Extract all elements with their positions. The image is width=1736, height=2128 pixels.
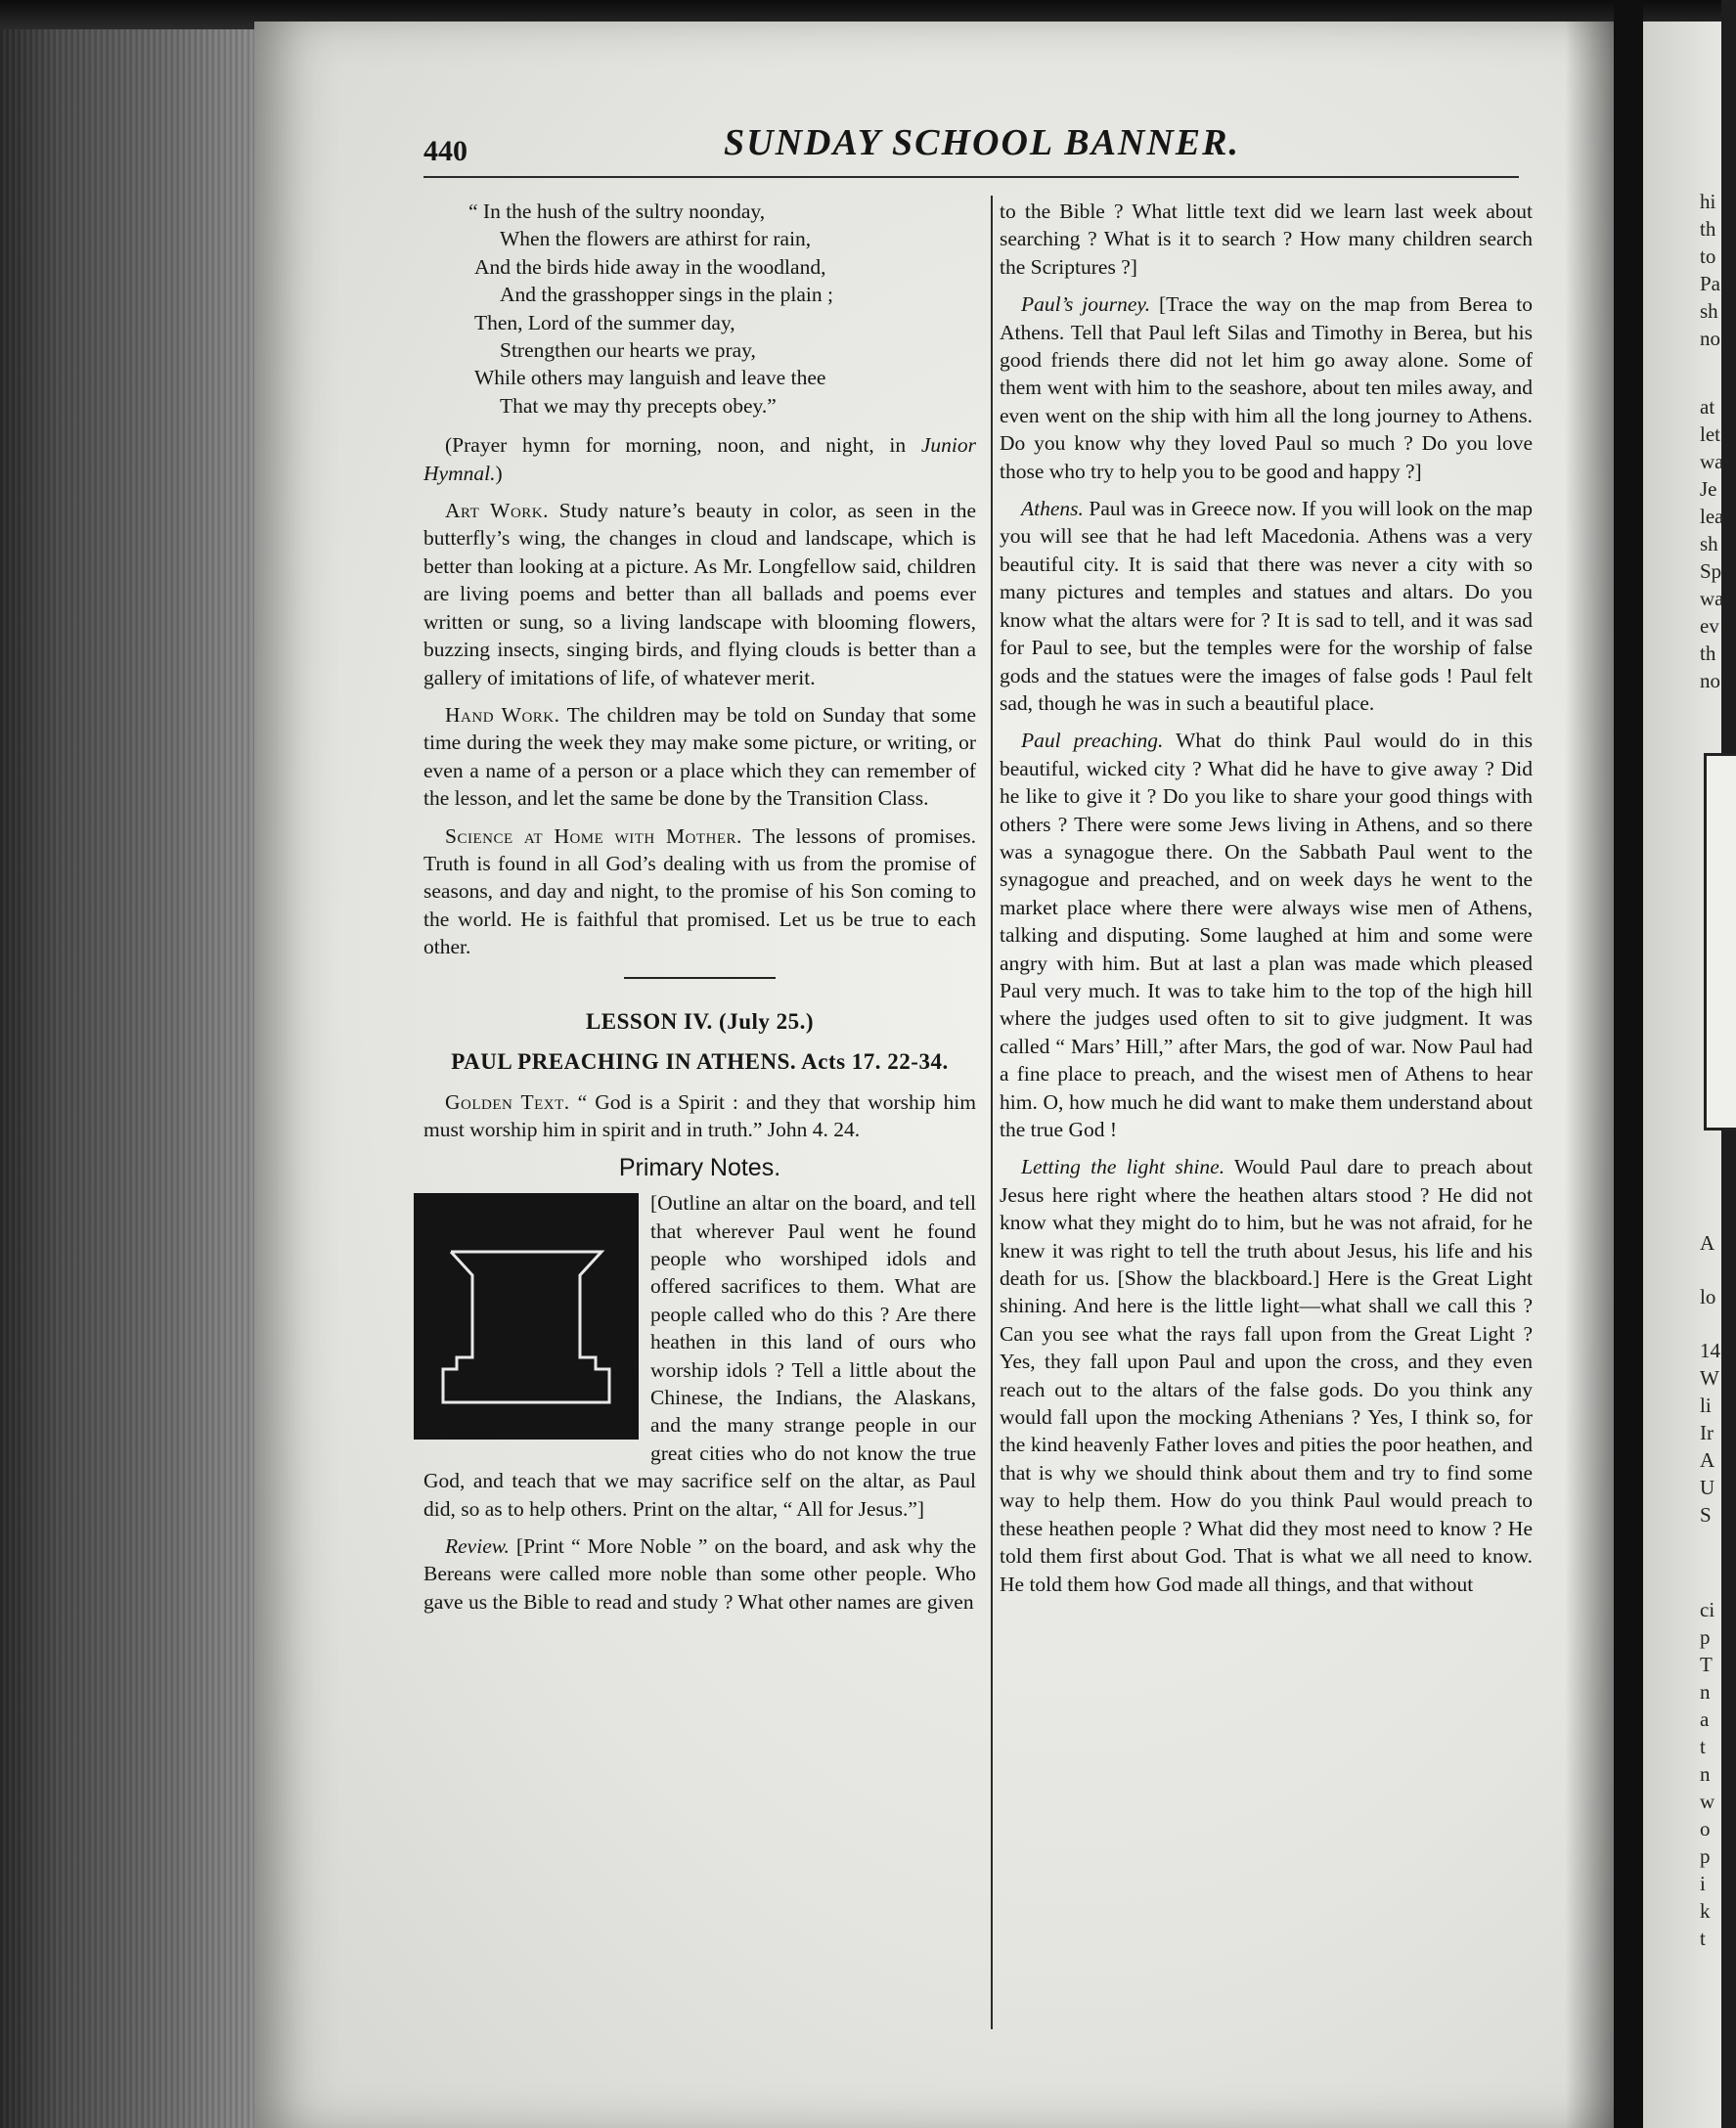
paul-preaching-label: Paul preaching. (1021, 729, 1164, 753)
primary-notes-text: [Outline an altar on the board, and tell that wherever Paul went he found people who worshiped idols and offered sacrifices to them. What are people called who do this ? Are there heathen in this land of ours who worship idols ? Tell a little about the Chinese, the Indians, the Alaskans, and the many strange people in our great cities who do not know the true God, and teach that we may sacrifice self on the altar, as Paul did, so as to help others. Print on the altar, “ All for Jesus.”] (423, 1191, 976, 1521)
facing-page-text-fragment: hi (1700, 190, 1716, 213)
facing-page-text-fragment: A (1700, 1231, 1715, 1255)
pauls-journey-text: [Trace the way on the map from Berea to Athens. Tell that Paul left Silas and Timothy in Berea, but his good friends there did not let him go away alone. Some of them went with him to the seashore, about ten miles away, and even went on the ship with him all the long journey to Athens. Do you know why they loved Paul so much ? Do you love those who try to help you to be good and happy ?] (1000, 292, 1533, 483)
hymn-poem (423, 198, 976, 420)
hand-work-text: The children may be told on Sunday that some time during the week they may make some picture, or writing, or even a name of a person or a place which they can remember of the lesson, and let the same be done by the Transition Class. (423, 702, 976, 811)
art-work-label: Art Work. (445, 499, 550, 523)
poem-line: And the birds hide away in the woodland, (474, 254, 826, 279)
facing-page-text-fragment: sh (1700, 532, 1718, 555)
art-work-paragraph (423, 497, 976, 691)
facing-page-text-fragment: w (1700, 1790, 1715, 1813)
review-text: [Print “ More Noble ” on the board, and ask why the Bereans were called more noble than some other people. Who gave us the Bible to read and study ? What other names are given (423, 1534, 976, 1614)
facing-page-text-fragment: no (1700, 327, 1720, 350)
poem-line: And the grasshopper sings in the plain ; (500, 283, 833, 307)
continuation-paragraph: to the Bible ? What little text did we learn last week about searching ? What is it to search ? How many children search the Scriptures ?] (1000, 200, 1533, 279)
facing-page-text-fragment: t (1700, 1927, 1706, 1950)
poem-line: Strengthen our hearts we pray, (500, 338, 756, 363)
review-label: Review. (445, 1534, 510, 1559)
art-work-text: Study nature’s beauty in color, as seen in the butterfly’s wing, the changes in cloud and landscape, which is better than looking at a picture. As Mr. Longfellow said, children are living poems and better than all ballads and poems ever written or sung, so a living landscape with blooming flowers, buzzing insects, singing birds, and flying clouds is better than a gallery of imitations of life, of whatever merit. (423, 499, 976, 689)
hymnal-title: Junior Hymnal. (423, 433, 976, 485)
facing-page-text-fragment: 14 (1700, 1339, 1720, 1362)
athens-label: Athens. (1021, 497, 1084, 521)
golden-text: “ God is a Spirit : and they that worship him must worship him in spirit and in truth.” John 4. 24. (423, 1089, 976, 1142)
athens-paragraph (1000, 495, 1533, 717)
altar-outline-icon (414, 1193, 639, 1440)
poem-note-text: (Prayer hymn for morning, noon, and night, in (445, 433, 907, 458)
facing-page-text-fragment: W (1700, 1366, 1719, 1390)
facing-page-text-fragment: T (1700, 1653, 1713, 1676)
paul-preaching-text: What do think Paul would do in this beautiful, wicked city ? What did he have to give away ? Did he like to give it ? Do you like to share your good things with others ? There were some Jews living in Athens, and so there was a synagogue there. On the Sabbath Paul went to the synagogue and preached, and on week days he went to the market place where there were always wise men of Athens, talking and disputing. Some laughed at him and some were angry with him. But at last a plan was made which pleased Paul very much. It was to take him to the top of the high hill where the judges used often to sit to give judgment. It was called “ Mars’ Hill,” after Mars, the god of war. Now Paul had a fine place to preach, and the wisest men of Athens to hear him. O, how much he did want to make them understand about the true God ! (1000, 729, 1533, 1141)
paul-preaching-paragraph (1000, 727, 1533, 1143)
science-label: Science at Home with Mother. (445, 823, 742, 848)
facing-page-text-fragment: i (1700, 1872, 1706, 1895)
facing-page-text-fragment: lo (1700, 1285, 1716, 1308)
section-divider (624, 977, 776, 979)
facing-page-text-fragment: lea (1700, 505, 1724, 528)
header-rule (423, 176, 1519, 178)
science-text: The lessons of promises. Truth is found in all God’s dealing with us from the promise of seasons, and day and night, to the promise of his Son coming to the world. He is faithful that promised. Let us be true to each other. (423, 823, 976, 959)
facing-page-fragment (1643, 22, 1724, 2128)
column-divider (991, 196, 993, 2029)
facing-page-text-fragment: wa (1700, 450, 1724, 473)
athens-text: Paul was in Greece now. If you will look on the map you will see that he had left Macedonia. Athens was a very beautiful city. It is said that there was never a city with so many pictures and temples and statues and altars. Do you know what the altars were for ? It is sad to tell, and it was sad for Paul to see, but the temples were for the worship of false gods and the statues were the images of false gods ! Paul felt sad, though he was in such a beautiful place. (1000, 497, 1533, 715)
poem-line: “ In the hush of the sultry noonday, (468, 200, 766, 223)
facing-page-text-fragment: wa (1700, 587, 1724, 610)
facing-page-illustration-frame (1704, 753, 1736, 1130)
facing-page-text-fragment: A (1700, 1448, 1715, 1472)
facing-page-text-fragment: let (1700, 422, 1720, 446)
facing-page-text-fragment: ev (1700, 614, 1719, 638)
poem-note (423, 431, 976, 487)
letting-light-text: Would Paul dare to preach about Jesus here right where the heathen altars stood ? He did not know what they might do to him, but he was not afraid, for he knew it was right to tell the truth about Jesus, his life and his death for us. [Show the blackboard.] Here is the Great Light shining. And here is the little light—what shall we call this ? Can you see what the rays fall upon from the Great Light ? Yes, they fall upon Paul and upon the cross, and they even reach out to the altars of the false gods. Do you think any would fall upon the mocking Athenians ? Yes, I think so, for the kind heavenly Father loves and pities the poor heathen, and that is why we should think about them and try to find some way to help them. How do you think Paul would preach to these heathen people ? What did they most need to know ? He told them first about God. That is what we all need to know. He told them how God made all things, and that without (1000, 1155, 1533, 1596)
pauls-journey-paragraph (1000, 290, 1533, 485)
altar-illustration (414, 1193, 639, 1440)
poem-line: When the flowers are athirst for rain, (500, 227, 812, 251)
poem-line: Then, Lord of the summer day, (474, 310, 735, 334)
poem-note-close: ) (495, 461, 503, 485)
letting-light-paragraph (1000, 1153, 1533, 1598)
facing-page-text-fragment: Sp (1700, 559, 1722, 583)
facing-page-text-fragment: S (1700, 1503, 1712, 1527)
review-paragraph (423, 1532, 976, 1616)
primary-notes-heading: Primary Notes. (618, 1153, 781, 1181)
book-gutter (1614, 0, 1643, 2128)
facing-page-text-fragment: p (1700, 1844, 1711, 1868)
facing-page-text-fragment: t (1700, 1735, 1706, 1758)
poem-line: That we may thy precepts obey.” (500, 393, 777, 418)
book-page-edges (0, 0, 293, 2128)
facing-page-text-fragment: a (1700, 1707, 1710, 1731)
facing-page-text-fragment: o (1700, 1817, 1711, 1840)
facing-page-text-fragment: Pa (1700, 272, 1720, 295)
hand-work-paragraph (423, 701, 976, 813)
lesson-title: PAUL PREACHING IN ATHENS. Acts 17. 22-34. (451, 1048, 949, 1074)
facing-page-text-fragment: to (1700, 244, 1716, 268)
pauls-journey-label: Paul’s journey. (1021, 292, 1151, 317)
facing-page-text-fragment: p (1700, 1625, 1711, 1649)
golden-text-paragraph (423, 1088, 976, 1144)
facing-page-text-fragment: sh (1700, 299, 1718, 323)
facing-page-text-fragment: ci (1700, 1598, 1715, 1621)
lesson-heading: LESSON IV. (July 25.) (585, 1008, 815, 1034)
golden-text-label: Golden Text. (445, 1089, 570, 1114)
facing-page-text-fragment: U (1700, 1476, 1715, 1499)
science-paragraph (423, 822, 976, 961)
facing-page-text-fragment: Je (1700, 477, 1717, 501)
facing-page-text-fragment: Ir (1700, 1421, 1714, 1444)
facing-page-text-fragment: k (1700, 1899, 1711, 1923)
left-column (423, 198, 976, 1625)
poem-line: While others may languish and leave thee (474, 366, 826, 390)
facing-page-text-fragment: n (1700, 1680, 1711, 1704)
facing-page-text-fragment: th (1700, 642, 1716, 665)
facing-page-text-fragment: li (1700, 1394, 1712, 1417)
primary-notes-block (423, 1189, 976, 1523)
hand-work-label: Hand Work. (445, 702, 560, 727)
facing-page-text-fragment: n (1700, 1762, 1711, 1786)
right-column (1000, 198, 1533, 1608)
facing-page-text-fragment: th (1700, 217, 1716, 241)
page-number: 440 (423, 135, 467, 167)
facing-page-text-fragment: at (1700, 395, 1715, 419)
letting-light-label: Letting the light shine. (1021, 1155, 1225, 1179)
running-title: SUNDAY SCHOOL BANNER. (724, 122, 1241, 163)
facing-page-text-fragment: no (1700, 669, 1720, 692)
